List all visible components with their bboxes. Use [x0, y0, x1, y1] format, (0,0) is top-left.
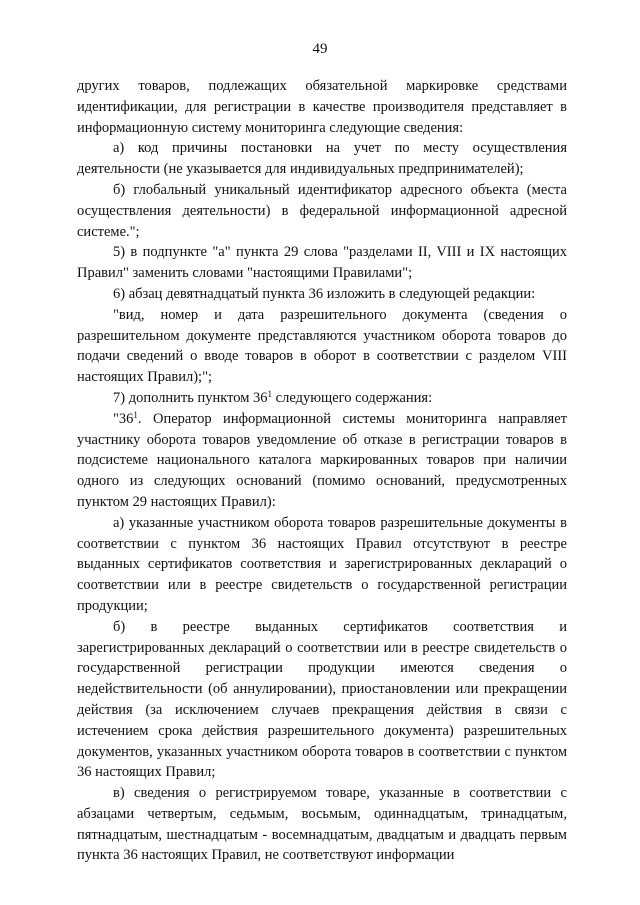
document-body — [77, 76, 567, 866]
paragraph-quoted-permit-document: "вид, номер и дата разрешительного документа (сведения о разрешительном документе представляются участником оборота товаров до подачи сведений о вводе товаров в оборот в соответствии с разделом VIII настоящих Правил);"; — [77, 306, 567, 386]
paragraph-clause-36-1 — [77, 409, 567, 513]
paragraph-ground-b: б) в реестре выданных сертификатов соответствия и зарегистрированных деклараций о соответствии или в реестре свидетельств о государственной регистрации продукции имеются сведения о недействительности (об аннулировании), приостановлении или прекращении действия (за исключением случаев прекращения действия в связи с истечением срока действия разрешительного документа) разрешительных документов, указанных участником оборота товаров в соответствии с пунктом 36 настоящих Правил; — [77, 618, 567, 781]
paragraph-item-b-address-id: б) глобальный уникальный идентификатор адресного объекта (места осуществления деятельности) в федеральной информационной адресной системе."; — [77, 181, 567, 240]
superscript-index: 1 — [267, 388, 273, 399]
paragraph-ground-c: в) сведения о регистрируемом товаре, указанные в соответствии с абзацами четвертым, седьмым, восьмым, одиннадцатым, тринадцатым, пятнадцатым, шестнадцатым - восемнадцатым, двадцатым и двадцать первым пункта 36 настоящих Правил, не соответствуют информации — [77, 785, 567, 864]
paragraph-amendment-6: 6) абзац девятнадцатый пункта 36 изложить в следующей редакции: — [113, 285, 536, 302]
superscript-index: 1 — [133, 409, 138, 420]
paragraph-clause-36-1-text-start: "36 — [113, 410, 134, 427]
paragraph-amendment-7-text-start: 7) дополнить пунктом 36 — [113, 389, 268, 406]
paragraph-amendment-7 — [77, 388, 567, 409]
paragraph-amendment-5: 5) в подпункте "а" пункта 29 слова "разделами II, VIII и IX настоящих Правил" заменить словами "настоящими Правилами"; — [77, 244, 567, 282]
paragraph-amendment-7-text-end: следующего содержания: — [272, 389, 433, 406]
paragraph-ground-a: а) указанные участником оборота товаров разрешительные документы в соответствии с пунктом 36 настоящих Правил отсутствуют в реестре выданных сертификатов соответствия и зарегистрированных деклараций о соответствии или в реестре свидетельств о государственной регистрации продукции; — [77, 514, 567, 614]
paragraph-continuation: других товаров, подлежащих обязательной маркировке средствами идентификации, для регистрации в качестве производителя представляет в информационную систему мониторинга следующие сведения: — [77, 78, 567, 136]
paragraph-item-a-reason-code: а) код причины постановки на учет по месту осуществления деятельности (не указывается для индивидуальных предпринимателей); — [77, 140, 567, 178]
page-number: 49 — [312, 41, 328, 57]
paragraph-clause-36-1-text-end: . Оператор информационной системы мониторинга направляет участнику оборота товаров уведомление об отказе в регистрации товаров в подсистеме национального каталога маркированных товаров при наличии одного из следующих оснований (помимо оснований, предусмотренных пунктом 29 настоящих Правил): — [77, 410, 567, 510]
